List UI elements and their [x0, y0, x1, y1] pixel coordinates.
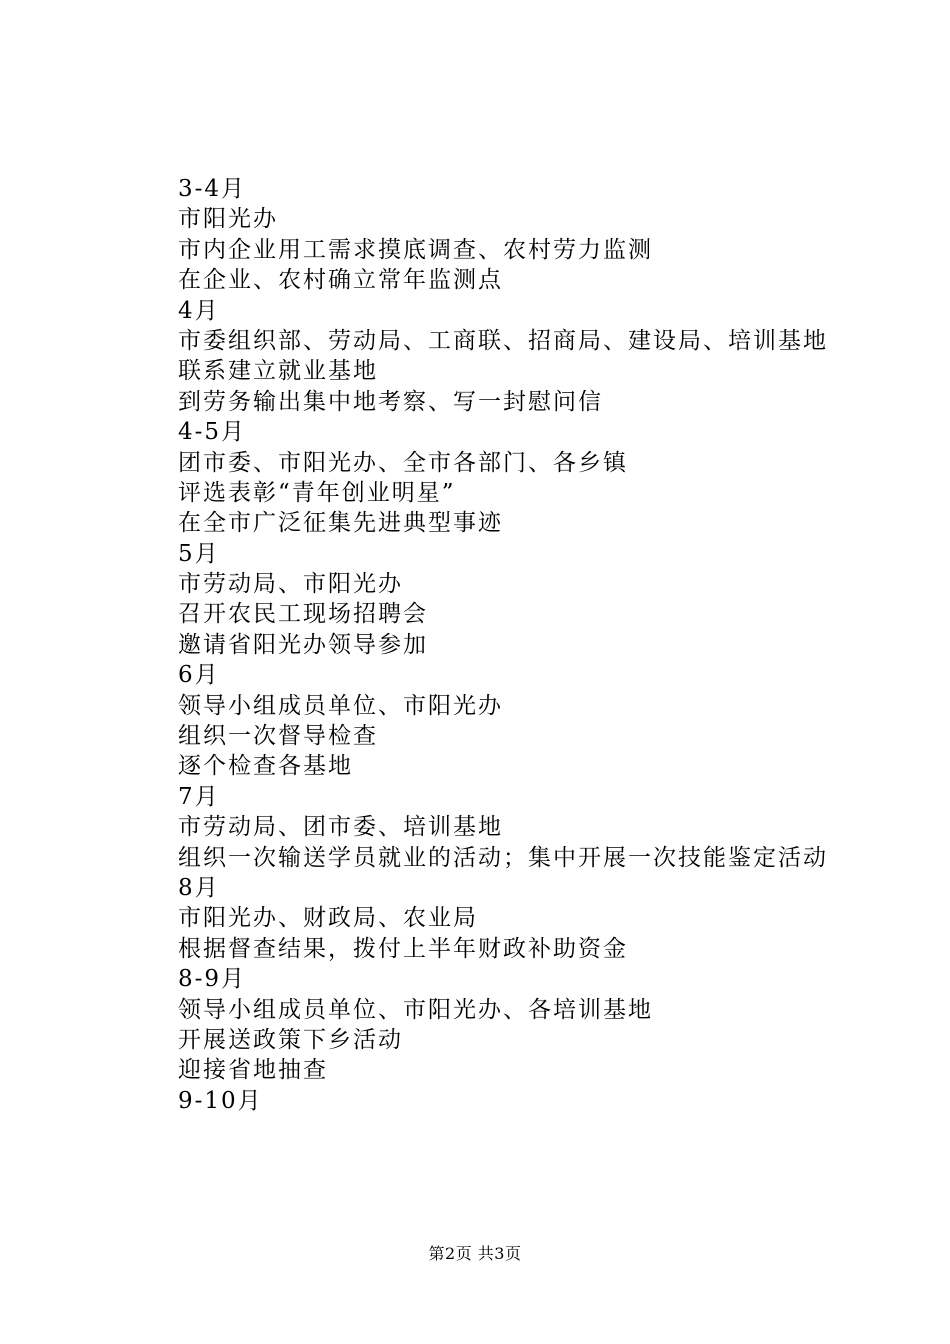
schedule-line: 开展送政策下乡活动 [178, 1026, 403, 1053]
schedule-line: 6月 [178, 662, 220, 689]
schedule-line: 市委组织部、劳动局、工商联、招商局、建设局、培训基地 [178, 327, 828, 354]
page-number-footer: 第2页 共3页 [428, 1244, 522, 1263]
schedule-line: 召开农民工现场招聘会 [178, 601, 428, 628]
schedule-line: 市劳动局、市阳光办 [178, 571, 403, 598]
schedule-line: 评选表彰“青年创业明星” [178, 479, 456, 506]
schedule-line: 组织一次督导检查 [178, 723, 378, 750]
schedule-line: 领导小组成员单位、市阳光办、各培训基地 [178, 996, 653, 1023]
schedule-line: 7月 [178, 783, 220, 810]
schedule-line: 根据督查结果，拨付上半年财政补助资金 [178, 935, 628, 962]
schedule-line: 市阳光办、财政局、农业局 [178, 905, 478, 932]
schedule-line: 市阳光办 [178, 206, 278, 233]
schedule-line: 市劳动局、团市委、培训基地 [178, 814, 503, 841]
schedule-line: 4-5月 [178, 419, 247, 446]
schedule-line: 9-10月 [178, 1087, 263, 1114]
schedule-line: 团市委、市阳光办、全市各部门、各乡镇 [178, 449, 628, 476]
schedule-line: 逐个检查各基地 [178, 753, 353, 780]
schedule-line: 联系建立就业基地 [178, 358, 378, 385]
schedule-line: 在全市广泛征集先进典型事迹 [178, 510, 503, 537]
schedule-line: 8-9月 [178, 966, 247, 993]
schedule-line: 组织一次输送学员就业的活动；集中开展一次技能鉴定活动 [178, 844, 828, 871]
schedule-line: 4月 [178, 297, 220, 324]
schedule-line: 在企业、农村确立常年监测点 [178, 267, 503, 294]
schedule-line: 领导小组成员单位、市阳光办 [178, 692, 503, 719]
schedule-line: 8月 [178, 875, 220, 902]
schedule-line: 3-4月 [178, 176, 247, 202]
schedule-line: 5月 [178, 540, 220, 567]
schedule-line: 迎接省地抽查 [178, 1057, 328, 1084]
schedule-line: 邀请省阳光办领导参加 [178, 631, 428, 658]
document-body [128, 174, 838, 1116]
schedule-line: 到劳务输出集中地考察、写一封慰问信 [178, 388, 603, 415]
schedule-line: 市内企业用工需求摸底调查、农村劳力监测 [178, 236, 653, 263]
